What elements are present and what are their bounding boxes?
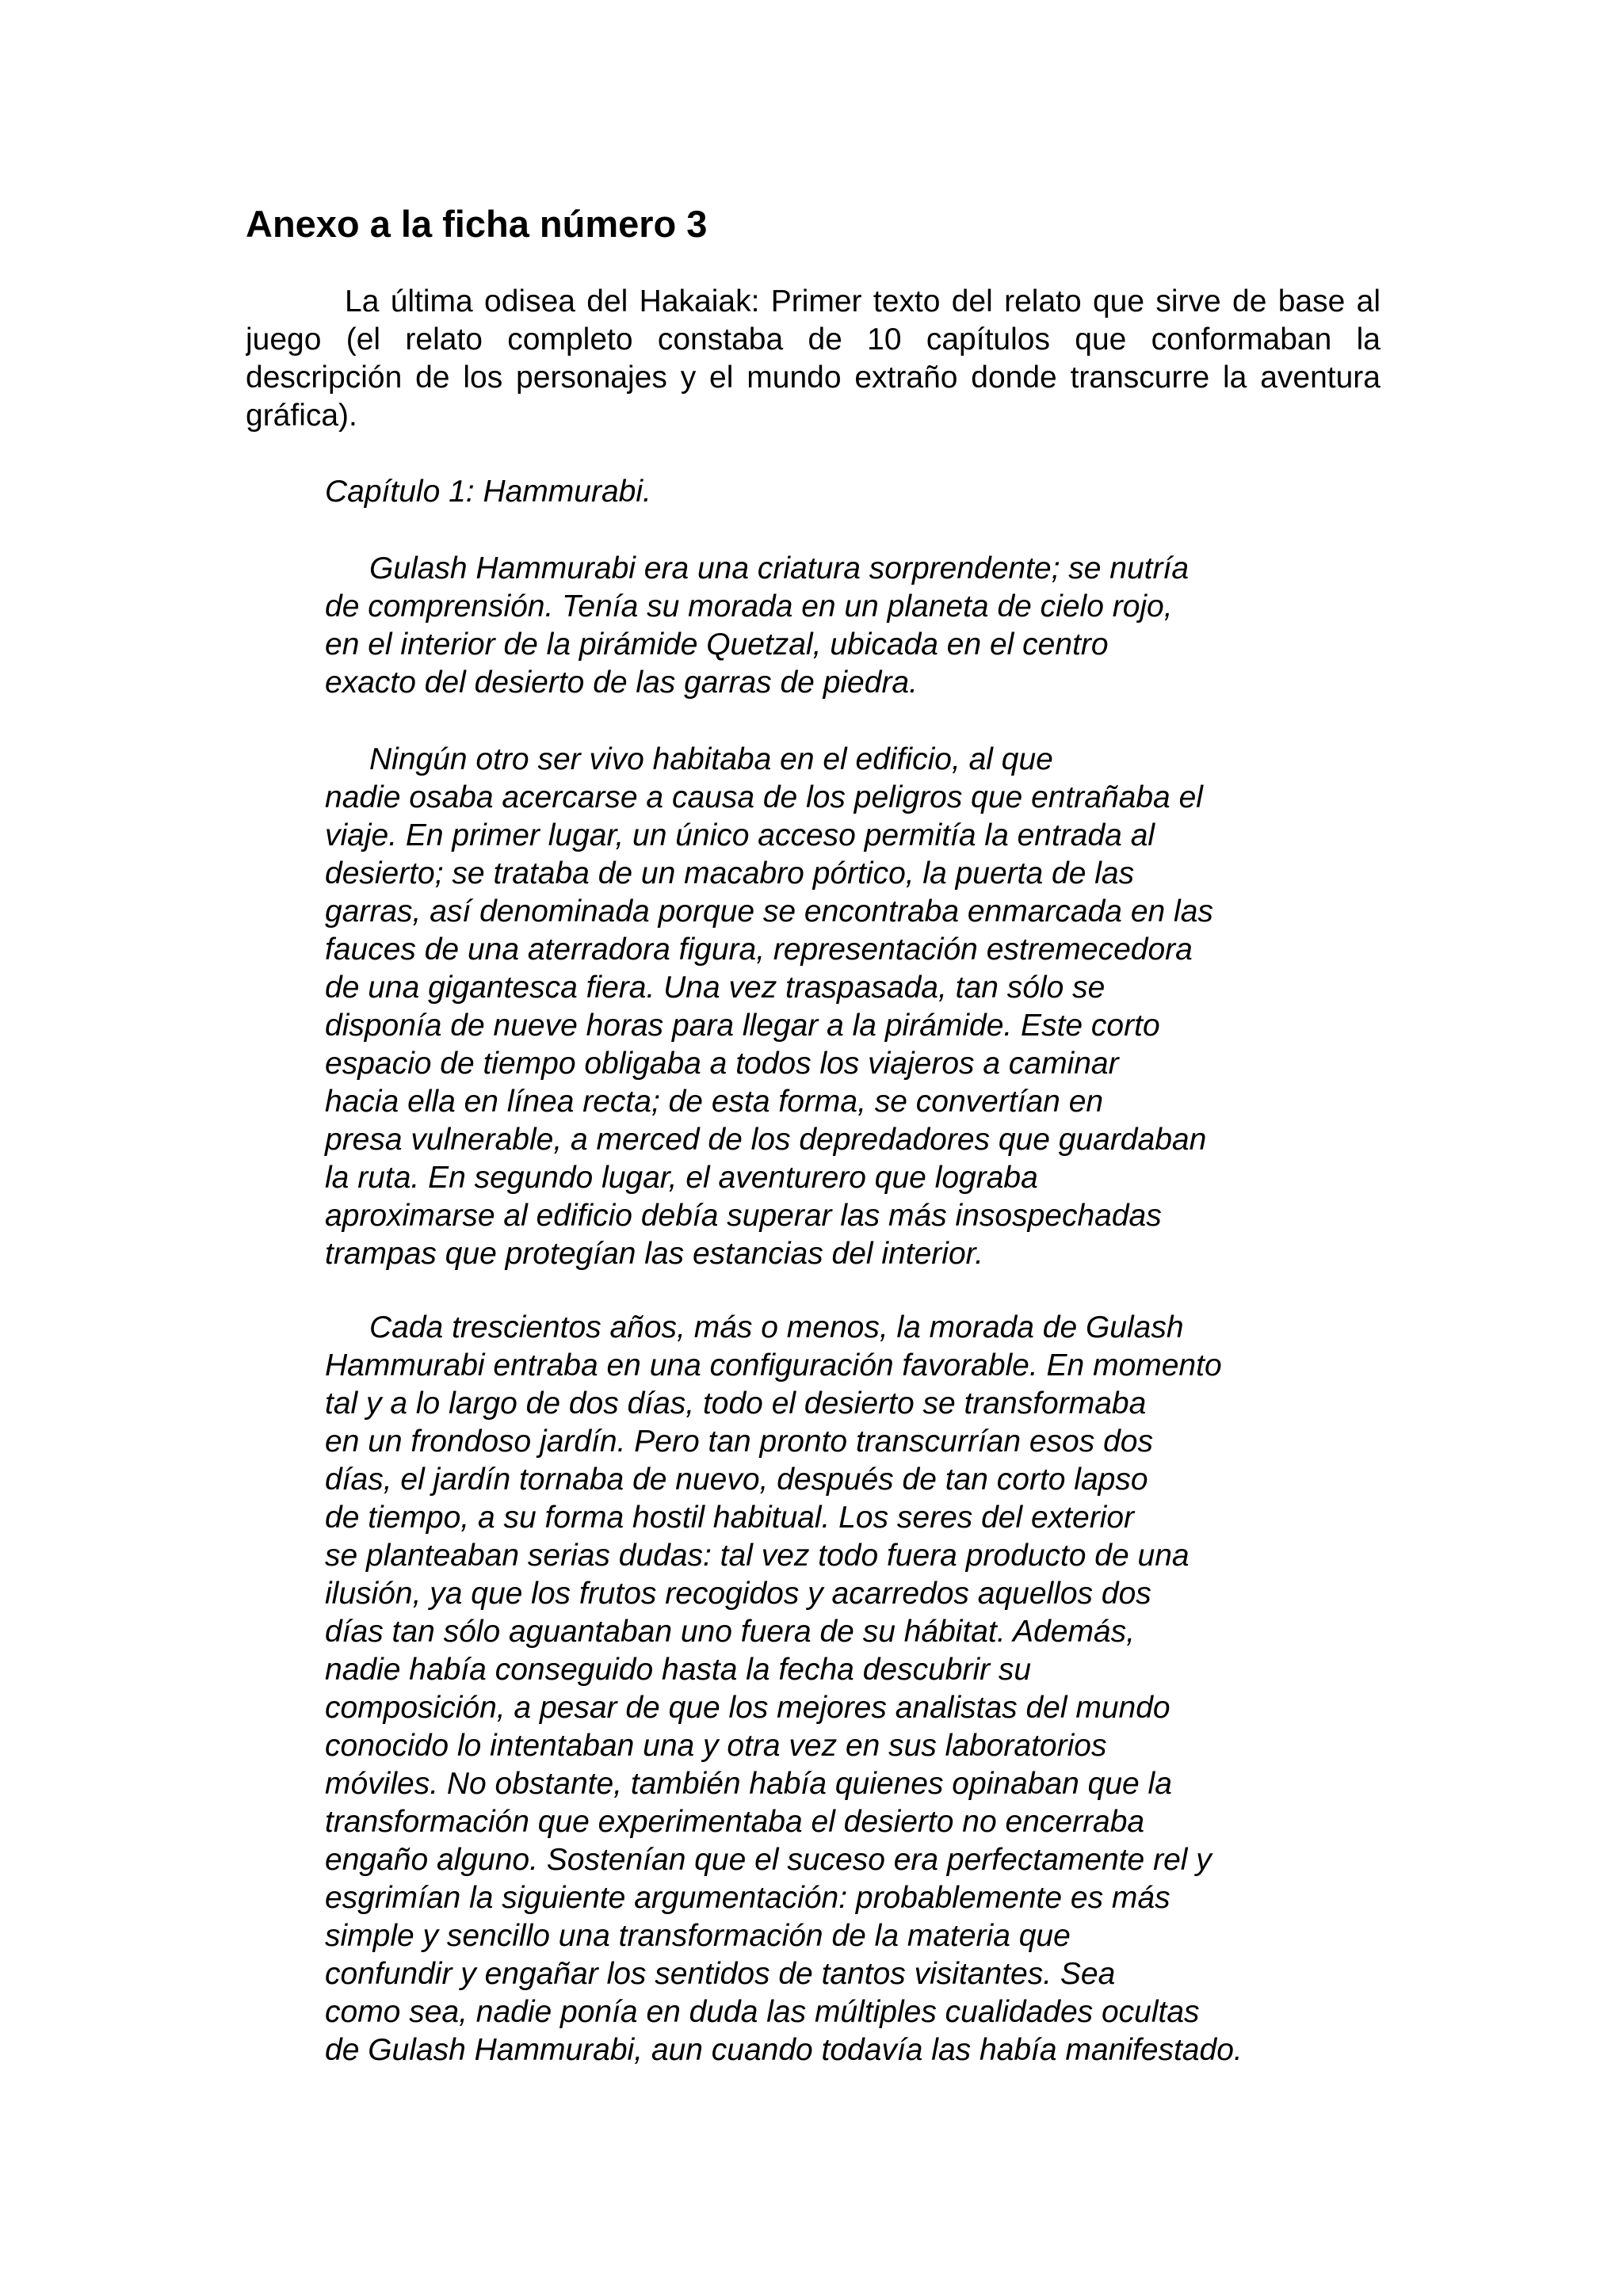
story-paragraph xyxy=(325,550,1379,702)
story-line: de tiempo, a su forma hostil habitual. Los seres del exterior xyxy=(325,1501,1135,1535)
story-line: Cada trescientos años, más o menos, la morada de Gulash xyxy=(369,1310,1184,1344)
story-line: viaje. En primer lugar, un único acceso permitía la entrada al xyxy=(325,818,1155,852)
story-line: confundir y engañar los sentidos de tantos visitantes. Sea xyxy=(325,1957,1116,1991)
story-line: aproximarse al edificio debía superar las más insospechadas xyxy=(325,1199,1162,1233)
story-line: días, el jardín tornaba de nuevo, después de tan corto lapso xyxy=(325,1463,1148,1497)
story-line: en un frondoso jardín. Pero tan pronto transcurrían esos dos xyxy=(325,1425,1153,1459)
story-line: Ningún otro ser vivo habitaba en el edificio, al que xyxy=(369,742,1053,776)
story-line: en el interior de la pirámide Quetzal, ubicada en el centro xyxy=(325,627,1109,662)
story-line: Hammurabi entraba en una configuración favorable. En momento xyxy=(325,1348,1222,1383)
story-line: transformación que experimentaba el desierto no encerraba xyxy=(325,1805,1145,1839)
story-line: disponía de nueve horas para llegar a la pirámide. Este corto xyxy=(325,1009,1160,1043)
story-line: trampas que protegían las estancias del interior. xyxy=(325,1237,984,1271)
story-line: ilusión, ya que los frutos recogidos y acarredos aquellos dos xyxy=(325,1577,1151,1611)
story-line: presa vulnerable, a merced de los depredadores que guardaban xyxy=(325,1123,1207,1157)
story-paragraph xyxy=(325,1309,1379,2069)
chapter-heading: Capítulo 1: Hammurabi. xyxy=(325,475,651,509)
story-line: la ruta. En segundo lugar, el aventurero que lograba xyxy=(325,1161,1038,1195)
story-line: garras, así denominada porque se encontraba enmarcada en las xyxy=(325,894,1213,929)
intro-line: descripción de los personajes y el mundo extraño donde transcurre la aventura xyxy=(246,360,1381,395)
story-line: engaño alguno. Sostenían que el suceso era perfectamente rel y xyxy=(325,1843,1212,1877)
intro-paragraph xyxy=(246,283,1381,435)
story-line: conocido lo intentaban una y otra vez en sus laboratorios xyxy=(325,1729,1107,1763)
story-line: composición, a pesar de que los mejores analistas del mundo xyxy=(325,1691,1170,1725)
story-line: fauces de una aterradora figura, representación estremecedora xyxy=(325,933,1193,967)
intro-line: La última odisea del Hakaiak: Primer texto del relato que sirve de base al xyxy=(345,284,1381,318)
story-line: desierto; se trataba de un macabro pórtico, la puerta de las xyxy=(325,856,1135,891)
story-line: como sea, nadie ponía en duda las múltiples cualidades ocultas xyxy=(325,1995,1200,2029)
story-line: de una gigantesca fiera. Una vez traspasada, tan sólo se xyxy=(325,971,1106,1005)
story-line: hacia ella en línea recta; de esta forma, se convertían en xyxy=(325,1085,1104,1119)
story-line: días tan sólo aguantaban uno fuera de su hábitat. Además, xyxy=(325,1615,1135,1649)
intro-line: juego (el relato completo constaba de 10 capítulos que conformaban la xyxy=(246,322,1381,357)
story-line: móviles. No obstante, también había quienes opinaban que la xyxy=(325,1767,1172,1801)
story-line: tal y a lo largo de dos días, todo el desierto se transformaba xyxy=(325,1386,1147,1421)
story-line: Gulash Hammurabi era una criatura sorprendente; se nutría xyxy=(369,551,1190,585)
story-paragraph xyxy=(325,741,1379,1273)
story-line: nadie había conseguido hasta la fecha descubrir su xyxy=(325,1653,1032,1687)
story-line: nadie osaba acercarse a causa de los peligros que entrañaba el xyxy=(325,780,1203,814)
story-line: de Gulash Hammurabi, aun cuando todavía las había manifestado. xyxy=(325,2033,1243,2067)
story-line: de comprensión. Tenía su morada en un planeta de cielo rojo, xyxy=(325,589,1173,624)
story-line: exacto del desierto de las garras de piedra. xyxy=(325,666,918,700)
story-line: simple y sencillo una transformación de la materia que xyxy=(325,1919,1071,1953)
story-line: esgrimían la siguiente argumentación: probablemente es más xyxy=(325,1881,1170,1915)
story-line: se planteaban serias dudas: tal vez todo fuera producto de una xyxy=(325,1539,1190,1573)
story-line: espacio de tiempo obligaba a todos los viajeros a caminar xyxy=(325,1047,1119,1081)
intro-line: gráfica). xyxy=(246,399,357,433)
page-title: Anexo a la ficha número 3 xyxy=(246,203,708,245)
